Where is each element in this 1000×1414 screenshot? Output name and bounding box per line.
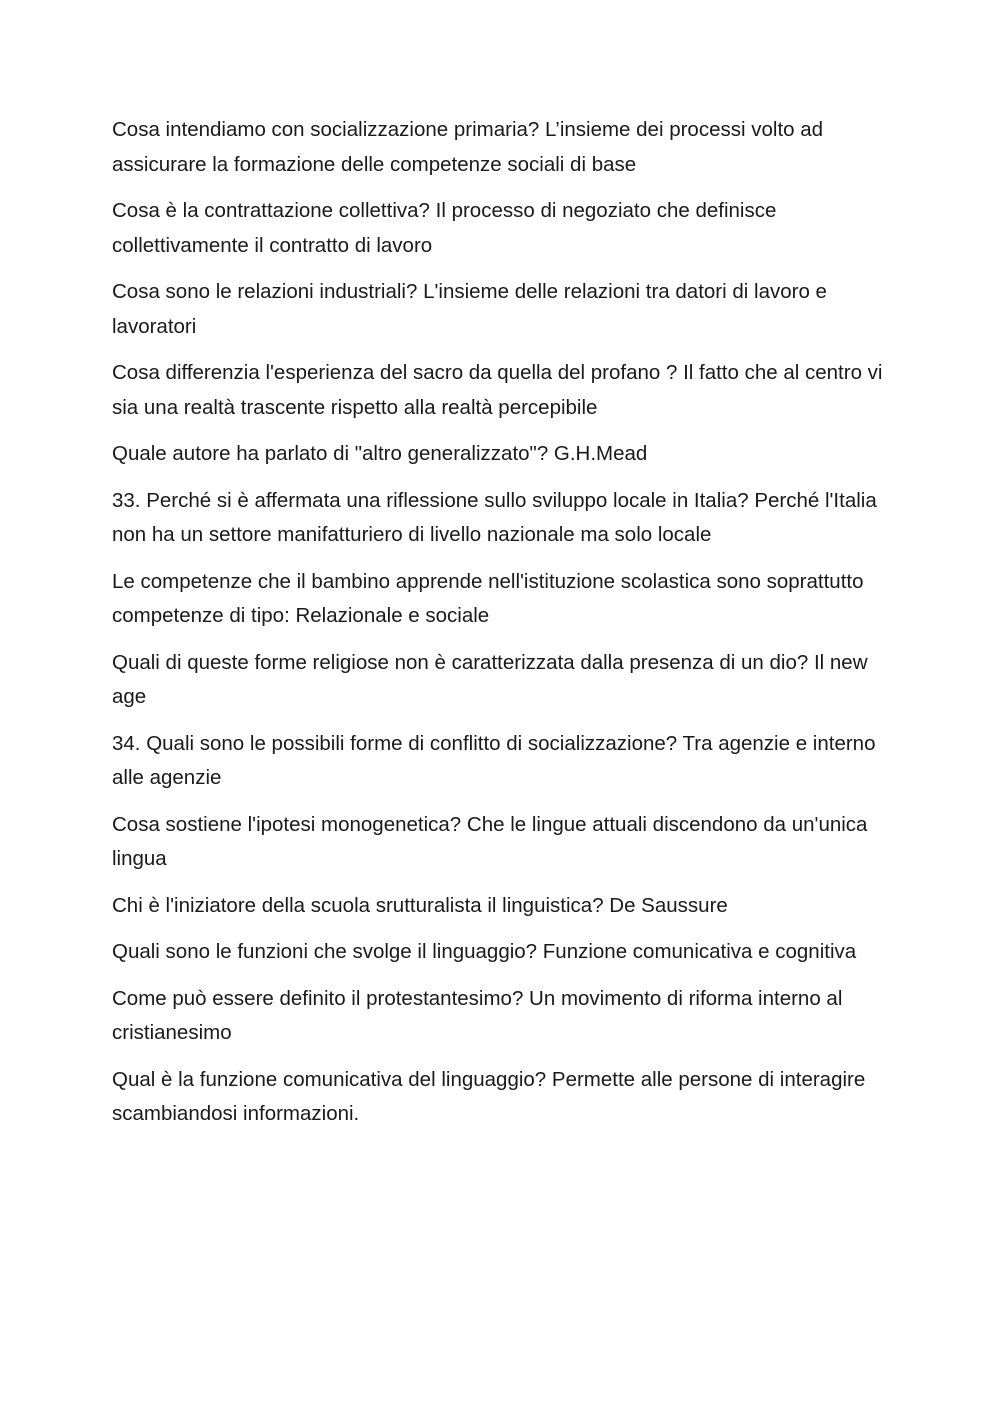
qa-item: 34. Quali sono le possibili forme di conflitto di socializzazione? Tra agenzie e interno alle agenzie	[112, 731, 876, 789]
qa-item: Quali sono le funzioni che svolge il linguaggio? Funzione comunicativa e cognitiva	[112, 940, 857, 963]
qa-item: Cosa differenzia l'esperienza del sacro da quella del profano ? Il fatto che al centro vi sia una realtà trascente rispetto alla realtà percepibile	[112, 361, 883, 419]
qa-item: Cosa sostiene l'ipotesi monogenetica? Che le lingue attuali discendono da un'unica lingua	[112, 812, 868, 870]
qa-item: 33. Perché si è affermata una riflessione sullo sviluppo locale in Italia? Perché l'Italia non ha un settore manifatturiero di livello nazionale ma solo locale	[112, 488, 877, 546]
qa-item: Cosa sono le relazioni industriali? L'insieme delle relazioni tra datori di lavoro e lavoratori	[112, 280, 827, 338]
qa-item: Quali di queste forme religiose non è caratterizzata dalla presenza di un dio? Il new age	[112, 650, 868, 708]
qa-item: Cosa è la contrattazione collettiva? Il processo di negoziato che definisce collettivamente il contratto di lavoro	[112, 199, 777, 257]
qa-item: Cosa intendiamo con socializzazione primaria? L’insieme dei processi volto ad assicurare la formazione delle competenze sociali di base	[112, 118, 824, 176]
document-body	[112, 113, 902, 1144]
qa-item: Chi è l'iniziatore della scuola srutturalista il linguistica? De Saussure	[112, 893, 728, 917]
qa-item: Le competenze che il bambino apprende nell'istituzione scolastica sono soprattutto competenze di tipo: Relazionale e sociale	[112, 569, 864, 627]
qa-item: Quale autore ha parlato di "altro generalizzato"? G.H.Mead	[112, 442, 648, 465]
qa-item: Qual è la funzione comunicativa del linguaggio? Permette alle persone di interagire scambiandosi informazioni.	[112, 1067, 866, 1125]
qa-item: Come può essere definito il protestantesimo? Un movimento di riforma interno al cristianesimo	[112, 986, 843, 1044]
